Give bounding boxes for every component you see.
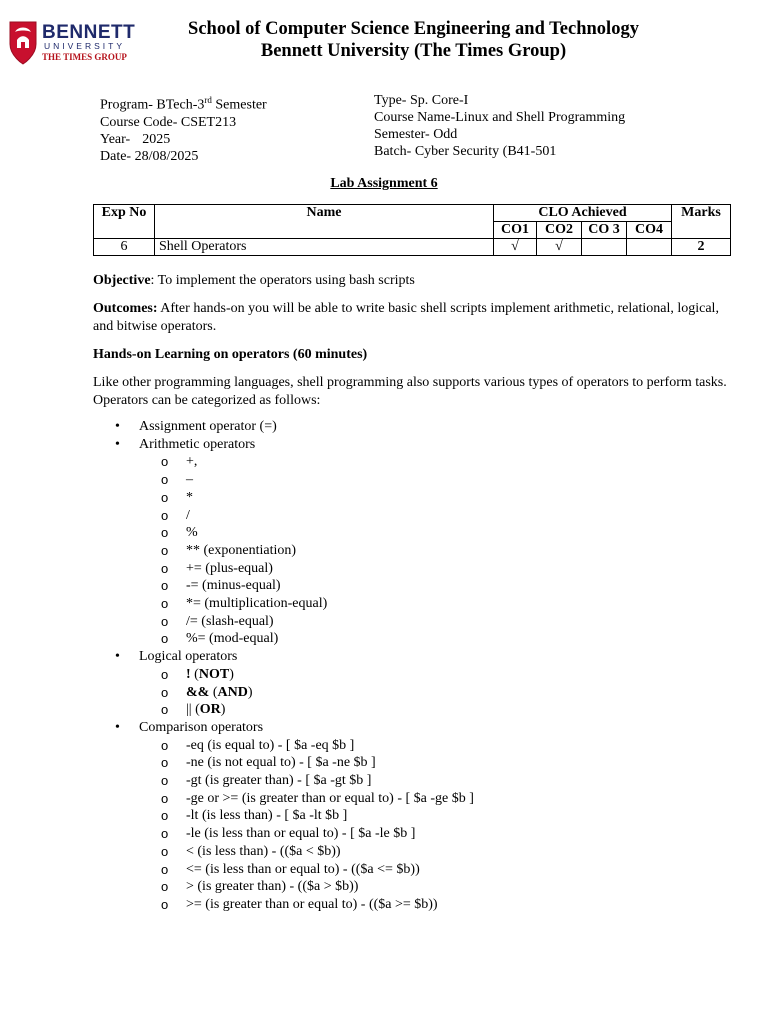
list-item: o -eq (is equal to) - [ $a -eq $b ] — [161, 737, 355, 753]
list-item: o -lt (is less than) - [ $a -lt $b ] — [161, 808, 348, 824]
university-logo — [8, 18, 150, 70]
sub-bullet-icon: o — [161, 861, 169, 877]
type-line: Type- Sp. Core-I — [374, 93, 469, 108]
sub-bullet-icon: o — [161, 472, 169, 488]
table-row — [94, 239, 731, 256]
list-item: o -ne (is not equal to) - [ $a -ne $b ] — [161, 755, 376, 771]
sub-bullet-icon: o — [161, 773, 169, 789]
cell-exp: 6 — [94, 239, 155, 256]
operator-categories — [93, 418, 733, 914]
batch-line: Batch- Cyber Security (B41-501 — [374, 144, 557, 159]
sub-bullet-icon: o — [161, 578, 169, 594]
list-item: o / — [161, 507, 190, 523]
sub-bullet-icon: o — [161, 896, 169, 912]
sub-bullet-icon: o — [161, 790, 169, 806]
program-line: Program- BTech-3rd Semester — [100, 95, 267, 113]
logo-subtitle: UNIVERSITY — [44, 41, 126, 51]
header-clo-achieved: CLO Achieved — [494, 205, 672, 222]
sub-bullet-icon: o — [161, 454, 169, 470]
header-exp-no: Exp No — [94, 205, 155, 239]
header-co2: CO2 — [537, 222, 582, 239]
course-code: Course Code- CSET213 — [100, 114, 237, 130]
outcomes: Outcomes: After hands-on you will be able to write basic shell scripts implement arithmetic, relational, logical, and bitwise operators. — [93, 301, 719, 334]
list-item: o -= (minus-equal) — [161, 578, 281, 594]
year-line: Year- 2025 — [100, 131, 171, 147]
list-item: o -ge or >= (is greater than or equal to) - [ $a -ge $b ] — [161, 790, 474, 806]
sub-bullet-icon: o — [161, 507, 169, 523]
cell-co1: √ — [494, 239, 537, 256]
document-body — [93, 272, 733, 914]
sub-bullet-icon: o — [161, 666, 169, 682]
sub-bullet-icon: o — [161, 525, 169, 541]
sub-bullet-icon: o — [161, 560, 169, 576]
logo-wordmark: BENNETT — [42, 22, 136, 43]
header-marks: Marks — [672, 205, 731, 239]
cell-marks: 2 — [672, 239, 731, 256]
list-item: o >= (is greater than or equal to) - (($a >= $b)) — [161, 896, 438, 912]
header-name: Name — [155, 205, 494, 239]
list-item: o -le (is less than or equal to) - [ $a -le $b ] — [161, 826, 416, 842]
objective: Objective: To implement the operators using bash scripts — [93, 273, 415, 288]
list-item: o ** (exponentiation) — [161, 542, 297, 558]
bullet-icon: • — [115, 649, 120, 665]
header-co1: CO1 — [494, 222, 537, 239]
intro-paragraph: Like other programming languages, shell programming also supports various types of operators to perform tasks. Operators can be categorized as follows: — [93, 375, 727, 408]
cell-co2: √ — [537, 239, 582, 256]
bullet-icon: • — [115, 419, 120, 434]
list-item: o * — [161, 489, 193, 505]
list-item: o ! (NOT) — [161, 666, 234, 682]
sub-bullet-icon: o — [161, 843, 169, 859]
sub-bullet-icon: o — [161, 631, 169, 647]
cell-name: Shell Operators — [155, 239, 494, 256]
list-item: • Assignment operator (=) — [115, 419, 277, 434]
sub-bullet-icon: o — [161, 613, 169, 629]
list-item: o %= (mod-equal) — [161, 631, 279, 647]
date-line: Date- 28/08/2025 — [100, 148, 199, 164]
list-item: o – — [161, 472, 193, 488]
header-co3: CO 3 — [582, 222, 627, 239]
handson-heading: Hands-on Learning on operators (60 minutes) — [93, 347, 368, 362]
lab-assignment-title: Lab Assignment 6 — [330, 176, 438, 191]
list-item: o <= (is less than or equal to) - (($a <= $b)) — [161, 861, 420, 877]
shield-emblem-icon — [8, 18, 38, 66]
logo-group: THE TIMES GROUP — [42, 52, 127, 62]
list-item: • Logical operators o ! (NOT) o && (AND) o || (OR) — [93, 648, 733, 719]
bullet-icon: • — [115, 436, 120, 452]
meta-right-column — [374, 92, 625, 160]
list-item: • Comparison operators o -eq (is equal to) - [ $a -eq $b ] o -ne (is not equal to) - [ $a -ne $b ] o -gt (is greater than) - [ $a -gt $b ] o -ge or >= (is greater than or equal to) - [ $a -ge $b ] o -lt (is less than) - [ $a -lt $b ] o -le (is less than or equal to) - [ $a -le $b ] o < (is less than) - (($a < $b)) o <= (is less than or equal to) - (($a <= $b)) o > (is greater than) - (($a > $b)) o >= (is greater than or equal to) - (($a >= $b)) — [93, 719, 733, 914]
cell-co4 — [627, 239, 672, 256]
list-item: o -gt (is greater than) - [ $a -gt $b ] — [161, 773, 372, 789]
sub-bullet-icon: o — [161, 879, 169, 895]
header-co4: CO4 — [627, 222, 672, 239]
cell-co3 — [582, 239, 627, 256]
sub-bullet-icon: o — [161, 489, 169, 505]
list-item: o *= (multiplication-equal) — [161, 596, 328, 612]
sub-bullet-icon: o — [161, 737, 169, 753]
bullet-icon: • — [115, 719, 120, 735]
list-item: o += (plus-equal) — [161, 560, 273, 576]
sub-bullet-icon: o — [161, 808, 169, 824]
arithmetic-list — [139, 453, 733, 648]
sub-bullet-icon: o — [161, 596, 169, 612]
sub-bullet-icon: o — [161, 542, 169, 558]
list-item: o && (AND) — [161, 684, 253, 700]
comparison-list — [139, 737, 733, 914]
list-item: o +, — [161, 454, 198, 470]
list-item: o < (is less than) - (($a < $b)) — [161, 843, 341, 859]
list-item: o % — [161, 525, 198, 541]
list-item: o || (OR) — [161, 702, 226, 718]
list-item: o > (is greater than) - (($a > $b)) — [161, 879, 359, 895]
list-item: o /= (slash-equal) — [161, 613, 274, 629]
semester-line: Semester- Odd — [374, 127, 458, 142]
sub-bullet-icon: o — [161, 684, 169, 700]
logical-list — [139, 666, 733, 719]
sub-bullet-icon: o — [161, 702, 169, 718]
sub-bullet-icon: o — [161, 755, 169, 771]
list-item: • Arithmetic operators o +, o – o * o / o % o ** (exponentiation) o += (plus-equal) o -= (minus-equal) o *= (multiplication-equal) o /= (slash-equal) o %= (mod-equal) — [93, 436, 733, 648]
page-title — [150, 18, 677, 62]
sub-bullet-icon: o — [161, 826, 169, 842]
title-line-2: Bennett University (The Times Group) — [260, 41, 567, 61]
course-name: Course Name-Linux and Shell Programming — [374, 110, 626, 125]
meta-left-column — [100, 92, 267, 165]
title-line-1: School of Computer Science Engineering and Technology — [188, 19, 639, 39]
clo-table — [93, 204, 731, 256]
